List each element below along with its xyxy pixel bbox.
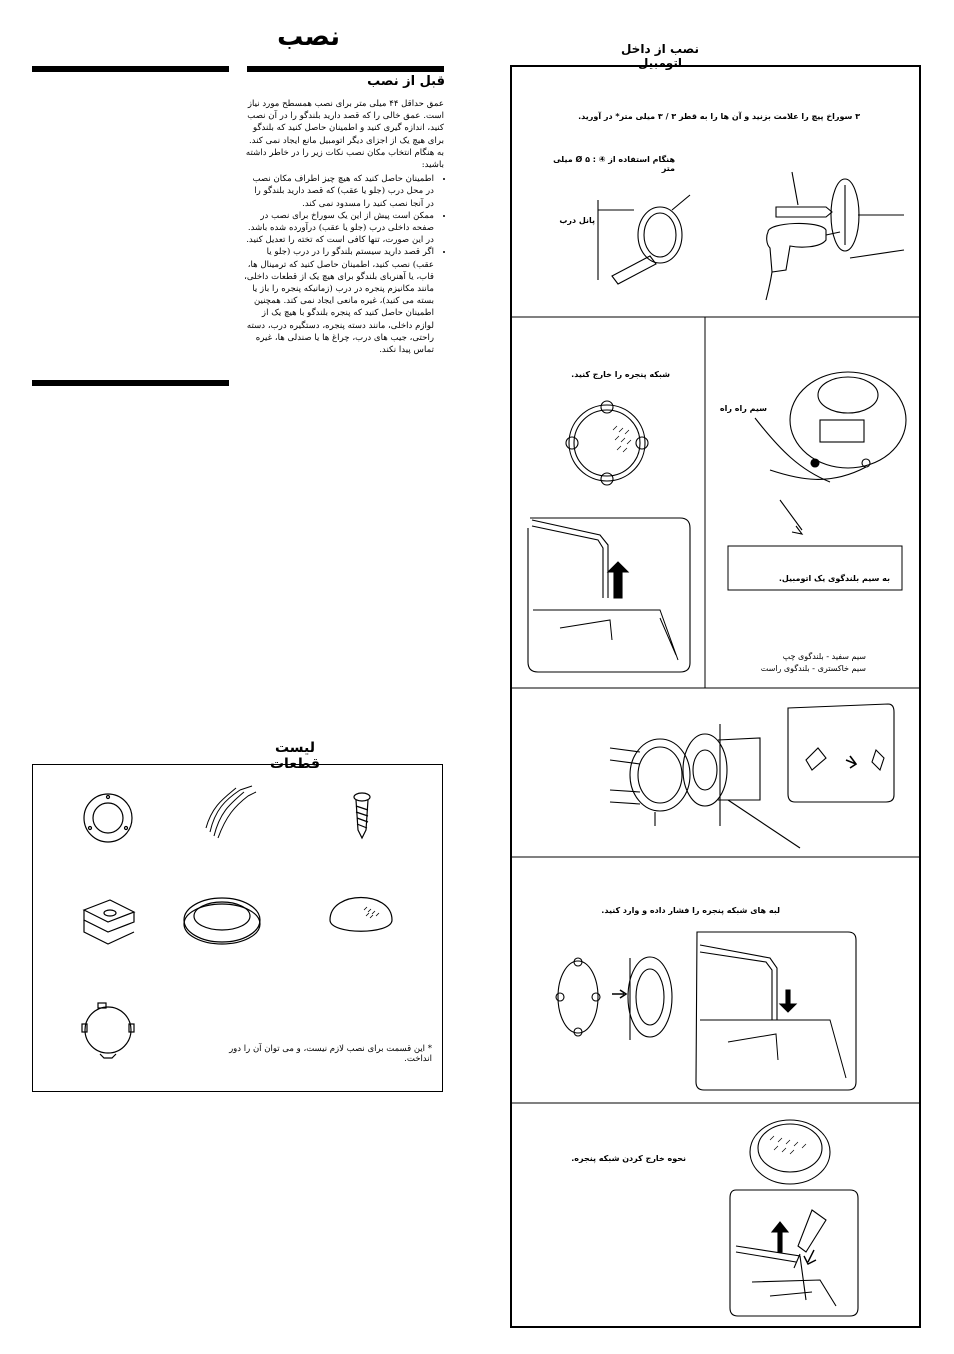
before-install-heading: قبل از نصب [367, 74, 445, 89]
door-panel-label: پانل درب [559, 216, 595, 225]
gray-wire-label: سیم خاکستری - بلندگوی راست [760, 664, 866, 673]
lead-wire-label: سیم راه راه [719, 404, 767, 413]
speaker-mount-drawing [610, 704, 894, 848]
parts-note: * این قسمت برای نصب لازم نیست، و می توان آن را دور انداخت. [229, 1044, 432, 1064]
bullet-item: • اگر قصد دارید سیستم بلندگو را در درب (جلو یا عقب) نصب کنید، اطمینان حاصل کنید که ترمینال ها، قاب، یا آهنربای بلندگو برای هیچ یک از قطعات داخلی، مانند مکانیزم پنجره در درب (زمانیکه پنجره را باز یا بسته می کنید)، غیره مانعی ایجاد نمی کند. همچنین اطمینان حاصل کنید که پنجره بلندگو با هیچ یک از لوازم داخلی، مانند دسته پنجره، دستگیره درب، دسته راحتی، جیب های درب، چراغ ها یا صندلی ها، غیره تماس پیدا نکند. [244, 246, 434, 356]
grille-removal-drawing [528, 401, 690, 672]
grille-insert-drawing [556, 932, 856, 1090]
to-car-speaker-label: به سیم بلندگوی یک اتومبیل. [778, 574, 890, 583]
bullet-item: • اطمینان حاصل کنید که هیچ چیز اطراف مکان نصب در محل درب (جلو یا عقب) که قصد دارید بلندگو را در آنجا نصب کنید را مسدود نمی کند. [244, 173, 434, 210]
removal-caption: نحوه خارج کردن شبکه پنجره. [571, 1154, 686, 1163]
wire-note-box [728, 546, 902, 590]
white-wire-label: سیم سفید - بلندگوی چپ [782, 652, 866, 661]
before-install-intro: عمق حداقل ۴۴ میلی متر برای نصب همسطح مورد نیاز است. عمق خالی را که قصد دارید بلندگو را در آن نصب کنید، اندازه گیری کنید و اطمینان حاصل کنید که بلندگو برای هیچ یک از اجزای دیگر اتومبیل مانع ایجاد نمی کند. به هنگام انتخاب مکان نصب نکات زیر را در خاطر داشته باشید: [245, 99, 444, 171]
speaker-wiring-drawing [755, 372, 906, 534]
bullet-item: • ممکن است پیش از این یک سوراخ برای نصب در صفحه داخلی درب (جلو یا عقب) درآورده شده باشد. در این صورت، تنها کافی است که تخته را تعدیل کنید. [244, 210, 434, 247]
remove-grille-caption: شبکه پنجره را خارج کنید. [571, 370, 670, 379]
parts-heading: لیست قطعات [269, 740, 321, 772]
door-panel-drawing [598, 195, 690, 284]
step1-sub-caption: هنگام استفاده از ④ : ۵ Ø میلی متر [553, 155, 675, 173]
installation-heading: نصب از داخل اتومبیل [620, 42, 700, 70]
panel-dividers [511, 317, 920, 1103]
step1-caption: ۳ سوراخ پیچ را علامت بزنید و آن ها را به قطر ۳ / ۳ میلی متر* در آورید. [578, 112, 860, 121]
insert-grille-caption: لبه های شبکه پنجره را فشار داده و وارد کنید. [601, 906, 780, 915]
page-title: نصب [277, 22, 340, 52]
drill-drawing [766, 172, 904, 300]
grille-prying-drawing [730, 1120, 858, 1316]
